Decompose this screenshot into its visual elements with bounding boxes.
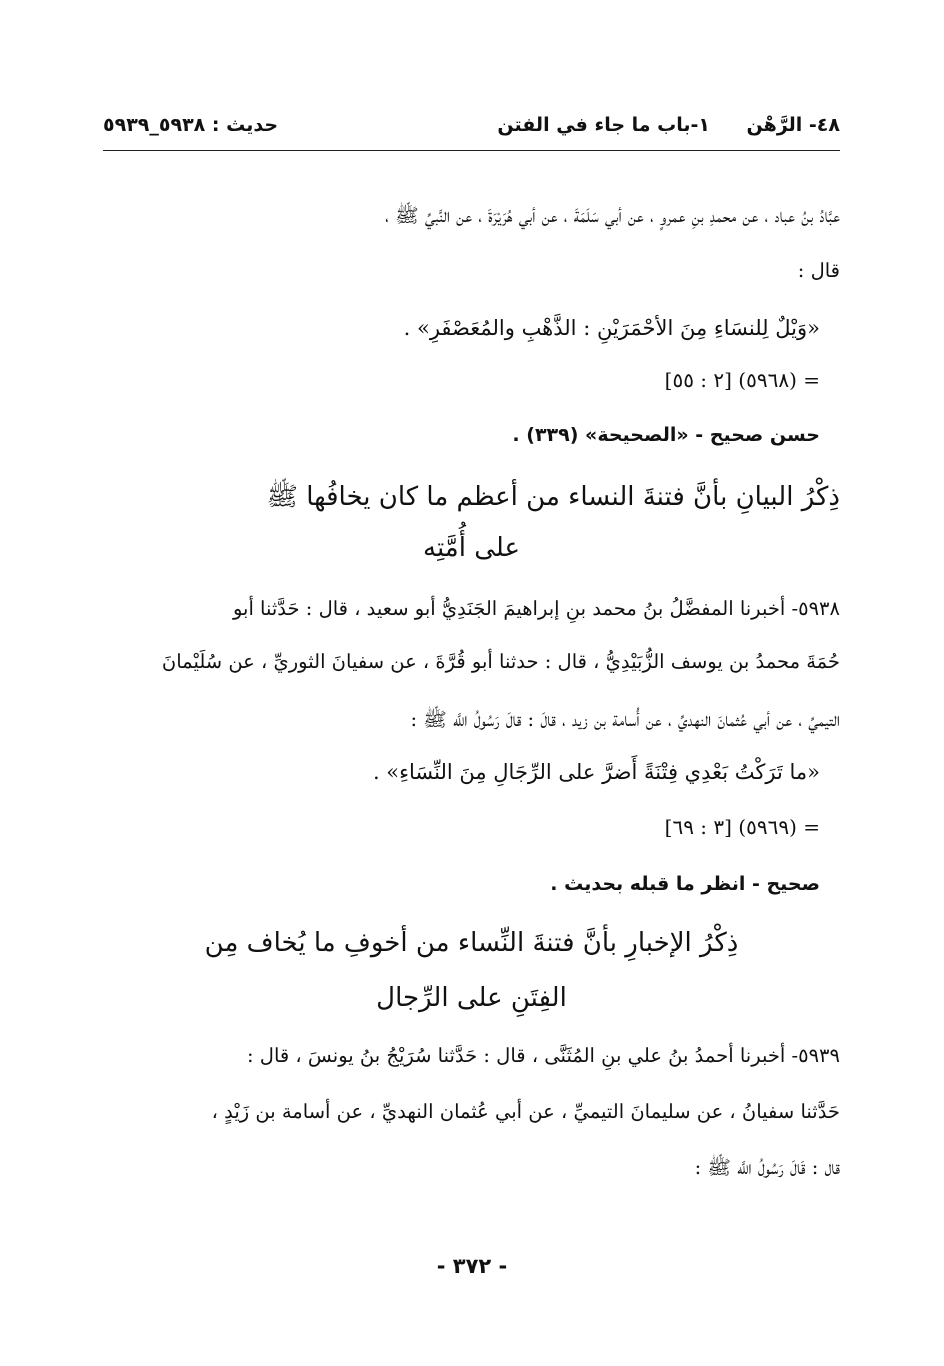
hadith-range: حديث : ٥٩٣٨_٥٩٣٩ — [103, 114, 279, 136]
grading-2: صحيح - انظر ما قبله بحديث . — [550, 873, 820, 895]
hadith-quote-1: «وَيْلٌ لِلنسَاءِ مِنَ الأحْمَرَيْنِ : الذَّهْبِ والمُعَصْفَرِ» . — [403, 316, 820, 340]
hadith-5939-line-2: حَدَّثنا سفيانُ ، عن سليمانَ التيميِّ ، عن أبي عُثمان النهديِّ ، عن أسامة بن زَيْدٍ ، — [211, 1100, 840, 1123]
hadith-5938-line-1: ٥٩٣٨- أخبرنا المفضَّلُ بنُ محمد بنِ إبراهيمَ الجَنَدِيُّ أبو سعيد ، قال : حَدَّثنا أبو — [232, 597, 840, 620]
cross-reference-2: = (٥٩٦٩) [٣ : ٦٩] — [664, 815, 820, 839]
intro-line-2: قال : — [797, 259, 840, 282]
hadith-quote-2: «ما تَرَكْتُ بَعْدِي فِتْنَةً أَضرَّ على الرِّجَالِ مِنَ النِّسَاءِ» . — [372, 760, 820, 784]
chapter-title: ٤٨- الرَّهْن — [746, 114, 840, 136]
hadith-5938-line-2: حُمَةَ محمدُ بن يوسف الزُّبَيْدِيُّ ، قال : حدثنا أبو قُرَّةَ ، عن سفيانَ الثوريِّ ، عن سُلَيْمانَ — [161, 650, 840, 673]
grading-1: حسن صحيح - «الصحيحة» (٣٣٩) . — [512, 424, 820, 446]
cross-reference-1: = (٥٩٦٨) [٢ : ٥٥] — [664, 368, 820, 392]
section-title: ١-باب ما جاء في الفتن — [497, 114, 710, 136]
running-header — [103, 104, 840, 151]
chapter-heading-1-line-2: على أُمَّتِه — [423, 533, 520, 563]
chapter-heading-2-line-2: الفِتَنِ على الرِّجال — [376, 983, 567, 1013]
chapter-heading-2-line-1: ذِكْرُ الإخبارِ بأنَّ فتنةَ النِّساء من أخوفِ ما يُخاف مِن — [204, 928, 739, 958]
hadith-5938-line-3: التيميِّ ، عن أبي عُثمانَ النهديِّ ، عن أُسامة بن زيد ، قالَ : قالَ رَسُولُ اللَّه ﷺ : — [410, 708, 840, 731]
hadith-5939-line-3: قال : قَالَ رَسُولُ اللَّه ﷺ : — [694, 1156, 840, 1179]
chapter-heading-1-line-1: ذِكْرُ البيانِ بأنَّ فتنةَ النساء من أعظم ما كان يخافُها ﷺ — [266, 482, 840, 512]
intro-line-1: عبَّادُ بنُ عباد ، عن محمدِ بنِ عمروٍ ، عن أبي سَلَمَةَ ، عن أبي هُرَيْرَةَ ، عن النَّبيِّ ﷺ ، — [385, 204, 840, 227]
page-number: - ٣٧٢ - — [436, 1254, 508, 1278]
hadith-5939-line-1: ٥٩٣٩- أخبرنا أحمدُ بنُ علي بنِ المُثَنَّى ، قال : حَدَّثنا سُرَيْجُ بنُ يونسَ ، قال : — [247, 1044, 840, 1067]
